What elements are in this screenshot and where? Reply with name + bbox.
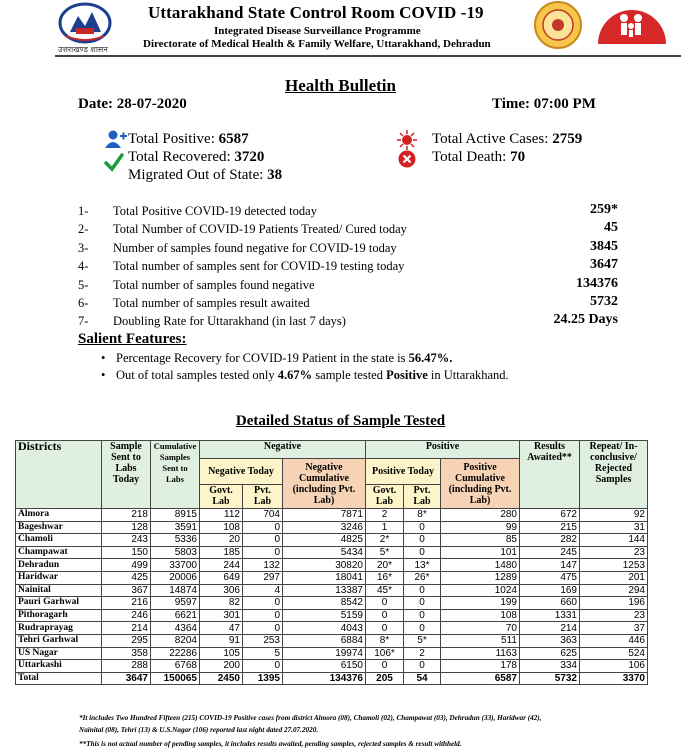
- table-cell: 1: [366, 521, 404, 534]
- table-cell: 8915: [151, 509, 200, 522]
- numbered-item: [78, 220, 638, 238]
- table-cell: 282: [520, 534, 580, 547]
- table-cell: 288: [102, 660, 151, 673]
- table-cell: 216: [102, 597, 151, 610]
- district-cell: Haridwar: [16, 571, 102, 584]
- table-cell: 5*: [404, 634, 441, 647]
- table-cell: 150065: [151, 672, 200, 685]
- check-icon: [104, 152, 124, 172]
- table-cell: 8204: [151, 634, 200, 647]
- table-cell: 2450: [200, 672, 243, 685]
- table-row: [16, 634, 648, 647]
- table-row: [16, 546, 648, 559]
- col-negative-today: Negative Today: [200, 459, 283, 485]
- item-value: 5732: [590, 293, 618, 309]
- table-cell: 3246: [283, 521, 366, 534]
- table-row: [16, 597, 648, 610]
- item-number: 4-: [78, 259, 89, 274]
- table-cell: 30820: [283, 559, 366, 572]
- table-cell: 99: [441, 521, 520, 534]
- total-active: Total Active Cases: 2759: [432, 131, 583, 147]
- district-cell: Uttarkashi: [16, 660, 102, 673]
- table-cell: 128: [102, 521, 151, 534]
- district-cell: Tehri Garhwal: [16, 634, 102, 647]
- table-cell: 205: [366, 672, 404, 685]
- table-row: [16, 584, 648, 597]
- table-cell: 200: [200, 660, 243, 673]
- table-cell: 92: [580, 509, 648, 522]
- table-cell: 245: [520, 546, 580, 559]
- table-row: [16, 660, 648, 673]
- table-cell: 215: [520, 521, 580, 534]
- table-cell: 31: [580, 521, 648, 534]
- item-value: 24.25 Days: [553, 312, 618, 328]
- table-cell: 6884: [283, 634, 366, 647]
- col-results-awaited: Results Awaited**: [520, 441, 580, 509]
- bulletin-time: Time: 07:00 PM: [492, 96, 596, 112]
- table-cell: 5336: [151, 534, 200, 547]
- table-cell: 85: [441, 534, 520, 547]
- table-cell: 280: [441, 509, 520, 522]
- table-cell: 9597: [151, 597, 200, 610]
- table-row: [16, 622, 648, 635]
- table-cell: 3370: [580, 672, 648, 685]
- table-cell: 334: [520, 660, 580, 673]
- table-cell: 2*: [366, 534, 404, 547]
- table-cell: 13387: [283, 584, 366, 597]
- item-text: Total Positive COVID-19 detected today: [113, 204, 317, 218]
- logo-caption: उत्तराखण्ड शासन: [58, 45, 108, 54]
- table-cell: 19974: [283, 647, 366, 660]
- table-cell: 22286: [151, 647, 200, 660]
- footnote-1a: *It includes Two Hundred Fifteen (215) COVID-19 Positive cases from district Almora (08), Chamoli (02), Champawat (03), Dehradun (33), Haridwar (42),: [79, 714, 542, 722]
- table-row: [16, 521, 648, 534]
- table-cell: 0: [243, 622, 283, 635]
- table-cell: 20: [200, 534, 243, 547]
- district-cell: Nainital: [16, 584, 102, 597]
- table-cell: 5159: [283, 609, 366, 622]
- table-cell: 37: [580, 622, 648, 635]
- col-negative-cumulative: Negative Cumulative (including Pvt. Lab): [283, 459, 366, 509]
- item-number: 7-: [78, 314, 89, 329]
- table-cell: 0: [404, 597, 441, 610]
- numbered-item: [78, 312, 638, 330]
- total-positive: Total Positive: 6587: [128, 131, 249, 147]
- table-cell: 108: [441, 609, 520, 622]
- item-text: Total number of samples found negative: [113, 277, 315, 292]
- table-cell: 4825: [283, 534, 366, 547]
- table-cell: 6768: [151, 660, 200, 673]
- table-cell: 297: [243, 571, 283, 584]
- table-cell: 253: [243, 634, 283, 647]
- table-row: [16, 647, 648, 660]
- numbered-item: [78, 239, 638, 257]
- table-cell: 23: [580, 546, 648, 559]
- table-cell: 54: [404, 672, 441, 685]
- table-cell: 20006: [151, 571, 200, 584]
- total-recovered: Total Recovered: 3720: [128, 149, 265, 165]
- table-cell: 6587: [441, 672, 520, 685]
- table-cell: 70: [441, 622, 520, 635]
- table-cell: 20*: [366, 559, 404, 572]
- table-cell: 295: [102, 634, 151, 647]
- item-value: 134376: [576, 275, 618, 291]
- table-title: Detailed Status of Sample Tested: [235, 413, 446, 429]
- table-cell: 0: [243, 609, 283, 622]
- table-cell: 82: [200, 597, 243, 610]
- table-cell: 218: [102, 509, 151, 522]
- table-cell: 301: [200, 609, 243, 622]
- header-department: Directorate of Medical Health & Family Welfare, Uttarakhand, Dehradun: [143, 38, 491, 50]
- table-cell: 106: [580, 660, 648, 673]
- table-cell: 8542: [283, 597, 366, 610]
- table-cell: 5732: [520, 672, 580, 685]
- table-cell: 0: [243, 546, 283, 559]
- table-cell: 5*: [366, 546, 404, 559]
- item-text: Number of samples found negative for COVID-19 today: [113, 240, 397, 255]
- district-cell: Almora: [16, 509, 102, 522]
- table-cell: 8*: [404, 509, 441, 522]
- table-row: [16, 609, 648, 622]
- table-cell: 0: [404, 609, 441, 622]
- district-cell: Rudraprayag: [16, 622, 102, 635]
- table-cell: 7871: [283, 509, 366, 522]
- numbered-list: [78, 202, 638, 331]
- item-value: 45: [604, 220, 618, 236]
- item-text: Total number of samples result awaited: [113, 295, 310, 310]
- table-cell: 112: [200, 509, 243, 522]
- item-value: 3647: [590, 257, 618, 273]
- table-cell: 101: [441, 546, 520, 559]
- table-cell: 196: [580, 597, 648, 610]
- table-cell: 1331: [520, 609, 580, 622]
- table-row: [16, 559, 648, 572]
- sample-status-table: [15, 440, 648, 685]
- table-cell: 1289: [441, 571, 520, 584]
- table-cell: 45*: [366, 584, 404, 597]
- col-positive: Positive: [366, 441, 520, 459]
- col-positive-cumulative: Positive Cumulative (including Pvt. Lab): [441, 459, 520, 509]
- migrated-out: Migrated Out of State: 38: [128, 167, 283, 183]
- table-cell: 0: [404, 622, 441, 635]
- col-sample-sent: Sample Sent to Labs Today: [102, 441, 151, 509]
- table-cell: 0: [366, 597, 404, 610]
- footnote-1b: Nainital (08), Tehri (13) & U.S.Nagar (106) reported last night dated 27.07.2020.: [79, 726, 319, 734]
- numbered-item: [78, 276, 638, 294]
- table-cell: 199: [441, 597, 520, 610]
- item-text: Total number of samples sent for COVID-19 testing today: [113, 259, 405, 274]
- header-divider: [55, 55, 681, 57]
- district-cell: US Nagar: [16, 647, 102, 660]
- table-cell: 14874: [151, 584, 200, 597]
- table-cell: 108: [200, 521, 243, 534]
- salient-title: Salient Features:: [78, 331, 187, 347]
- col-positive-today: Positive Today: [366, 459, 441, 485]
- table-cell: 5803: [151, 546, 200, 559]
- close-icon: [398, 150, 416, 168]
- col-districts: Districts: [16, 441, 102, 509]
- table-cell: 5434: [283, 546, 366, 559]
- table-cell: 106*: [366, 647, 404, 660]
- table-cell: 294: [580, 584, 648, 597]
- col-neg-pvt-lab: Pvt. Lab: [243, 485, 283, 509]
- table-cell: 178: [441, 660, 520, 673]
- table-cell: 3591: [151, 521, 200, 534]
- table-cell: 214: [102, 622, 151, 635]
- table-cell: 1395: [243, 672, 283, 685]
- table-row: [16, 571, 648, 584]
- district-cell: Chamoli: [16, 534, 102, 547]
- table-cell: 5: [243, 647, 283, 660]
- item-number: 6-: [78, 295, 89, 310]
- table-cell: 6150: [283, 660, 366, 673]
- table-cell: 0: [243, 521, 283, 534]
- table-cell: 18041: [283, 571, 366, 584]
- table-cell: 0: [366, 660, 404, 673]
- page-header: [0, 0, 681, 60]
- table-cell: 1163: [441, 647, 520, 660]
- bulletin-title: Health Bulletin: [285, 76, 396, 95]
- table-cell: 134376: [283, 672, 366, 685]
- table-cell: 0: [404, 521, 441, 534]
- table-cell: 26*: [404, 571, 441, 584]
- district-cell: Dehradun: [16, 559, 102, 572]
- table-cell: 4364: [151, 622, 200, 635]
- numbered-item: [78, 257, 638, 275]
- table-cell: 0: [243, 534, 283, 547]
- col-pos-pvt-lab: Pvt. Lab: [404, 485, 441, 509]
- idsp-logo-icon: [530, 0, 586, 50]
- table-cell: 214: [520, 622, 580, 635]
- col-cumulative: Cumulative Samples Sent to Labs: [151, 441, 200, 509]
- table-cell: 147: [520, 559, 580, 572]
- table-cell: 367: [102, 584, 151, 597]
- table-cell: 306: [200, 584, 243, 597]
- virus-icon: [397, 130, 417, 150]
- table-cell: 0: [404, 584, 441, 597]
- table-row: [16, 534, 648, 547]
- add-user-icon: [105, 130, 127, 148]
- item-text: Doubling Rate for Uttarakhand (in last 7 days): [113, 314, 346, 329]
- table-cell: 0: [243, 597, 283, 610]
- district-cell: Pithoragarh: [16, 609, 102, 622]
- table-row: [16, 509, 648, 522]
- table-cell: 625: [520, 647, 580, 660]
- col-negative: Negative: [200, 441, 366, 459]
- table-cell: 6621: [151, 609, 200, 622]
- table-cell: 150: [102, 546, 151, 559]
- table-cell: 0: [366, 622, 404, 635]
- table-cell: 672: [520, 509, 580, 522]
- table-cell: 2: [404, 647, 441, 660]
- table-cell: 13*: [404, 559, 441, 572]
- district-cell: Total: [16, 672, 102, 685]
- table-cell: 363: [520, 634, 580, 647]
- table-cell: 511: [441, 634, 520, 647]
- district-cell: Champawat: [16, 546, 102, 559]
- table-total-row: [16, 672, 648, 685]
- table-cell: 105: [200, 647, 243, 660]
- table-cell: 4: [243, 584, 283, 597]
- item-value: 259*: [590, 202, 618, 217]
- table-cell: 0: [404, 660, 441, 673]
- table-cell: 0: [404, 534, 441, 547]
- uttarakhand-emblem-icon: [56, 2, 114, 44]
- table-cell: 660: [520, 597, 580, 610]
- table-cell: 246: [102, 609, 151, 622]
- table-cell: 1253: [580, 559, 648, 572]
- table-cell: 47: [200, 622, 243, 635]
- table-cell: 3647: [102, 672, 151, 685]
- table-cell: 91: [200, 634, 243, 647]
- table-cell: 23: [580, 609, 648, 622]
- table-cell: 4043: [283, 622, 366, 635]
- salient-bullet-recovery: • Percentage Recovery for COVID-19 Patient in the state is 56.47%.: [116, 351, 452, 366]
- table-cell: 358: [102, 647, 151, 660]
- district-cell: Pauri Garhwal: [16, 597, 102, 610]
- table-cell: 704: [243, 509, 283, 522]
- col-repeat: Repeat/ In-conclusive/ Rejected Samples: [580, 441, 648, 509]
- table-cell: 244: [200, 559, 243, 572]
- table-cell: 132: [243, 559, 283, 572]
- table-cell: 243: [102, 534, 151, 547]
- item-number: 3-: [78, 240, 89, 255]
- table-cell: 649: [200, 571, 243, 584]
- table-cell: 1024: [441, 584, 520, 597]
- item-text: Total Number of COVID-19 Patients Treated/ Cured today: [113, 222, 407, 237]
- table-cell: 0: [366, 609, 404, 622]
- table-cell: 185: [200, 546, 243, 559]
- footnote-2: **This is not actual number of pending samples, it includes results awaited, pending samples, rejected samples & result withheld.: [79, 740, 462, 748]
- salient-bullet-positivity: • Out of total samples tested only 4.67% sample tested Positive in Uttarakhand.: [116, 368, 509, 383]
- table-cell: 425: [102, 571, 151, 584]
- table-cell: 524: [580, 647, 648, 660]
- table-cell: 8*: [366, 634, 404, 647]
- total-death: Total Death: 70: [432, 149, 526, 165]
- table-cell: 144: [580, 534, 648, 547]
- header-subtitle: Integrated Disease Surveillance Programme: [214, 25, 421, 37]
- table-cell: 475: [520, 571, 580, 584]
- table-cell: 499: [102, 559, 151, 572]
- table-cell: 1480: [441, 559, 520, 572]
- table-cell: 33700: [151, 559, 200, 572]
- item-value: 3845: [590, 238, 618, 254]
- nhm-logo-icon: [594, 0, 670, 44]
- col-neg-govt-lab: Govt. Lab: [200, 485, 243, 509]
- table-cell: 2: [366, 509, 404, 522]
- table-cell: 16*: [366, 571, 404, 584]
- col-pos-govt-lab: Govt. Lab: [366, 485, 404, 509]
- numbered-item: [78, 202, 638, 220]
- item-number: 2-: [78, 222, 89, 237]
- table-cell: 201: [580, 571, 648, 584]
- table-cell: 0: [404, 546, 441, 559]
- numbered-item: [78, 294, 638, 312]
- bulletin-date: Date: 28-07-2020: [78, 96, 187, 112]
- table-cell: 0: [243, 660, 283, 673]
- table-cell: 446: [580, 634, 648, 647]
- table-cell: 169: [520, 584, 580, 597]
- item-number: 5-: [78, 277, 89, 292]
- district-cell: Bageshwar: [16, 521, 102, 534]
- item-number: 1-: [78, 204, 89, 218]
- header-title: Uttarakhand State Control Room COVID -19: [148, 3, 484, 22]
